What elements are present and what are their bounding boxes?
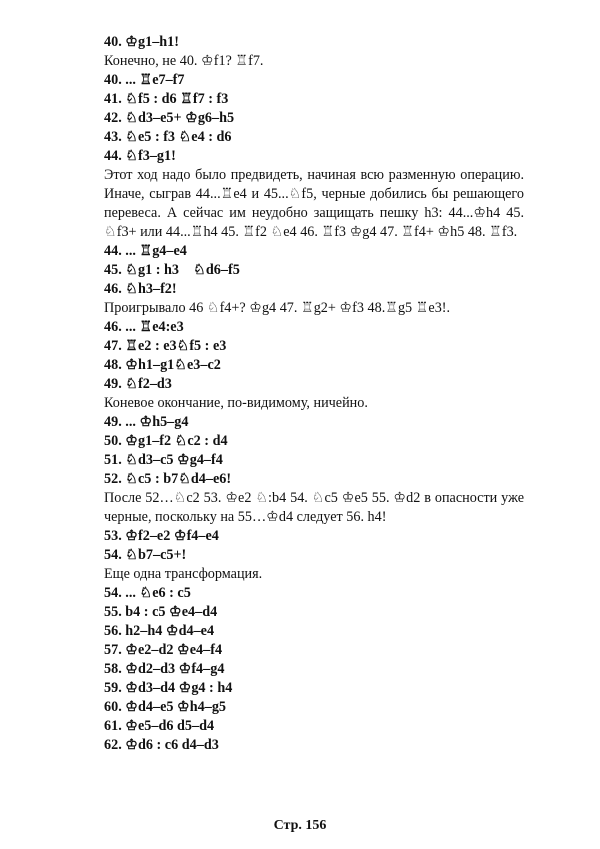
move-line: 51. ♘d3–c5 ♔g4–f4	[104, 452, 223, 468]
move-line: 48. ♔h1–g1♘e3–c2	[104, 357, 221, 373]
move-line: 41. ♘f5 : d6 ♖f7 : f3	[104, 91, 229, 107]
move-line: 56. h2–h4 ♔d4–e4	[104, 623, 215, 639]
move-line: 46. ... ♖e4:e3	[104, 319, 184, 335]
comment-paragraph: Проигрывало 46 ♘f4+? ♔g4 47. ♖g2+ ♔f3 48.♖g5 ♖e3!.	[104, 300, 451, 316]
comment-paragraph: Этот ход надо было предвидеть, начиная всю разменную операцию. Иначе, сыграв 44...♖e4 и 45...♘f5, черные добились бы решающего перевеса. А сейчас им неудобно защищать пешку h3: 44...♔h4 45. ♘f3+ или 44...♖h4 45. ♖f2 ♘e4 46. ♖f3 ♔g4 47. ♖f4+ ♔h5 48. ♖f3.	[104, 167, 524, 240]
move-line: 49. ... ♔h5–g4	[104, 414, 189, 430]
move-line: 62. ♔d6 : c6 d4–d3	[104, 737, 219, 753]
move-line: 44. ♘f3–g1!	[104, 148, 176, 164]
move-line: 44. ... ♖g4–e4	[104, 243, 187, 259]
move-line: 45. ♘g1 : h3 ♘d6–f5	[104, 262, 240, 278]
move-line: 60. ♔d4–e5 ♔h4–g5	[104, 699, 227, 715]
comment-paragraph: После 52…♘c2 53. ♔e2 ♘:b4 54. ♘c5 ♔e5 55. ♔d2 в опасности уже черные, поскольку на 55…♔d4 следует 56. h4!	[104, 490, 524, 525]
move-line: 50. ♔g1–f2 ♘c2 : d4	[104, 433, 228, 449]
move-line: 52. ♘c5 : b7♘d4–e6!	[104, 471, 232, 487]
move-line: 40. ♔g1–h1!	[104, 34, 179, 50]
move-line: 53. ♔f2–e2 ♔f4–e4	[104, 528, 219, 544]
move-line: 54. ... ♘e6 : c5	[104, 585, 191, 601]
move-line: 46. ♘h3–f2!	[104, 281, 177, 297]
move-line: 42. ♘d3–e5+ ♔g6–h5	[104, 110, 235, 126]
move-line: 58. ♔d2–d3 ♔f4–g4	[104, 661, 225, 677]
comment-paragraph: Еще одна трансформация.	[104, 566, 263, 582]
move-line: 55. b4 : c5 ♔e4–d4	[104, 604, 218, 620]
move-line: 57. ♔e2–d2 ♔e4–f4	[104, 642, 223, 658]
move-line: 47. ♖e2 : e3♘f5 : e3	[104, 338, 227, 354]
comment-paragraph: Коневое окончание, по-видимому, ничейно.	[104, 395, 368, 411]
move-line: 40. ... ♖e7–f7	[104, 72, 185, 88]
move-line: 61. ♔e5–d6 d5–d4	[104, 718, 215, 734]
page-number: Стр. 156	[273, 818, 327, 833]
move-line: 43. ♘e5 : f3 ♘e4 : d6	[104, 129, 232, 145]
comment-paragraph: Конечно, не 40. ♔f1? ♖f7.	[104, 53, 264, 69]
move-line: 59. ♔d3–d4 ♔g4 : h4	[104, 680, 233, 696]
move-line: 54. ♘b7–c5+!	[104, 547, 187, 563]
move-line: 49. ♘f2–d3	[104, 376, 172, 392]
page-body	[104, 33, 524, 755]
